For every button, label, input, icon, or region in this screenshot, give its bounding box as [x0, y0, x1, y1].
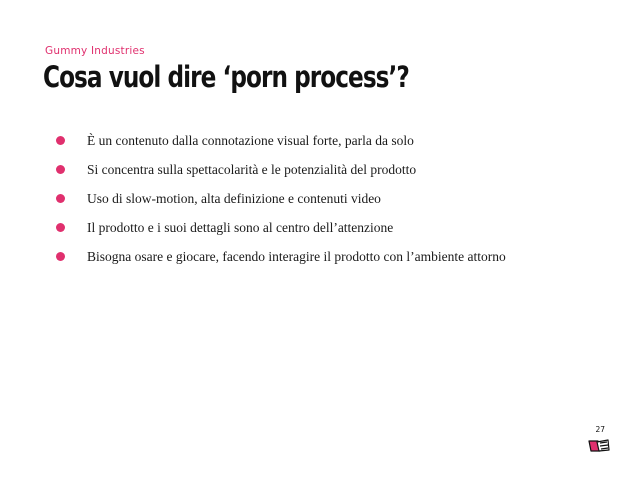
bullet-dot-icon [56, 223, 65, 232]
bullet-text: Il prodotto e i suoi dettagli sono al centro dell’attenzione [87, 219, 394, 235]
bullet-item [56, 184, 506, 213]
company-name: Gummy Industries [45, 45, 145, 57]
bullet-dot-icon [56, 194, 65, 203]
bullet-dot-icon [56, 252, 65, 261]
slide-title: Cosa vuol dire ‘porn process’? [43, 60, 409, 94]
bullet-dot-icon [56, 136, 65, 145]
bullet-text: Uso di slow-motion, alta definizione e contenuti video [87, 190, 381, 206]
bullet-item [56, 155, 506, 184]
bullet-list [56, 126, 506, 271]
bullet-item [56, 242, 506, 271]
bullet-text: Si concentra sulla spettacolarità e le potenzialità del prodotto [87, 161, 417, 177]
bullet-text: Bisogna osare e giocare, facendo interagire il prodotto con l’ambiente attorno [87, 248, 506, 264]
bullet-dot-icon [56, 165, 65, 174]
gummy-candy-logo-icon [587, 439, 611, 453]
bullet-text: È un contenuto dalla connotazione visual forte, parla da solo [87, 132, 414, 148]
bullet-item [56, 213, 506, 242]
bullet-item [56, 126, 506, 155]
page-number: 27 [595, 425, 605, 434]
